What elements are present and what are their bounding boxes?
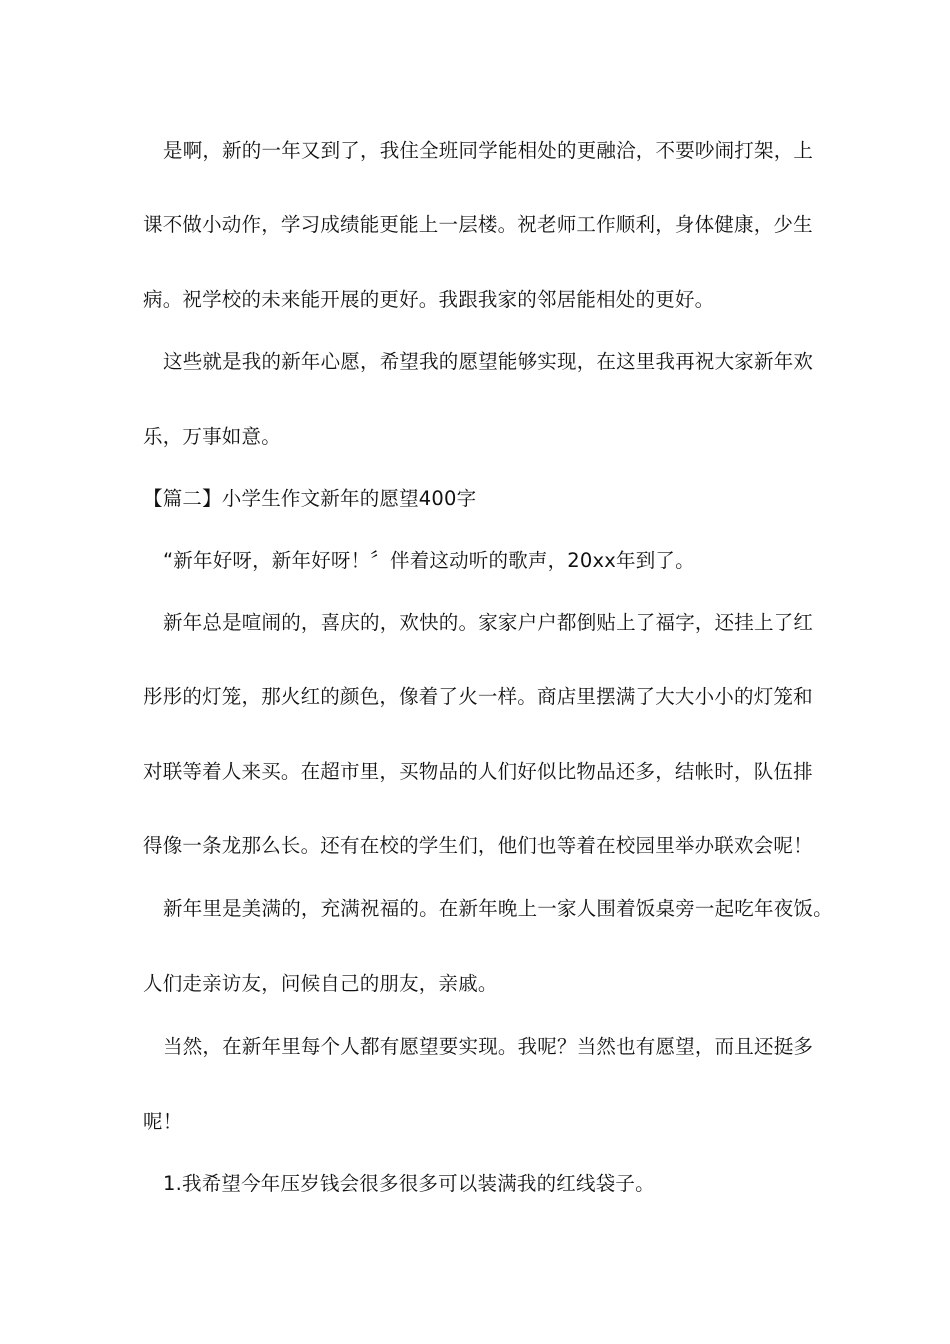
paragraph-line: 新年里是美满的，充满祝福的。在新年晚上一家人围着饭桌旁一起吃年夜饭。	[163, 897, 833, 920]
paragraph-line: 乐，万事如意。	[143, 425, 281, 448]
paragraph-line: 当然，在新年里每个人都有愿望要实现。我呢？当然也有愿望，而且还挺多	[163, 1035, 814, 1058]
paragraph-line: “新年好呀，新年好呀！〞伴着这动听的歌声，20xx年到了。	[163, 549, 695, 572]
paragraph-line: 课不做小动作，学习成绩能更能上一层楼。祝老师工作顺利，身体健康，少生	[143, 213, 813, 236]
paragraph-line: 呢！	[143, 1110, 183, 1133]
paragraph-line: 新年总是喧闹的，喜庆的，欢快的。家家户户都倒贴上了福字，还挂上了红	[163, 611, 814, 634]
list-item: 1.我希望今年压岁钱会很多很多可以装满我的红线袋子。	[163, 1172, 655, 1195]
section-heading: 【篇二】小学生作文新年的愿望400字	[143, 487, 477, 510]
paragraph-line: 是啊，新的一年又到了，我住全班同学能相处的更融洽，不要吵闹打架，上	[163, 139, 814, 162]
paragraph-line: 病。祝学校的未来能开展的更好。我跟我家的邻居能相处的更好。	[143, 288, 715, 311]
paragraph-line: 人们走亲访友，问候自己的朋友，亲戚。	[143, 972, 498, 995]
paragraph-line: 这些就是我的新年心愿，希望我的愿望能够实现，在这里我再祝大家新年欢	[163, 350, 814, 373]
paragraph-line: 彤彤的灯笼，那火红的颜色，像着了火一样。商店里摆满了大大小小的灯笼和	[143, 685, 813, 708]
paragraph-line: 对联等着人来买。在超市里，买物品的人们好似比物品还多，结帐时，队伍排	[143, 760, 813, 783]
paragraph-line: 得像一条龙那么长。还有在校的学生们，他们也等着在校园里举办联欢会呢！	[143, 834, 813, 857]
